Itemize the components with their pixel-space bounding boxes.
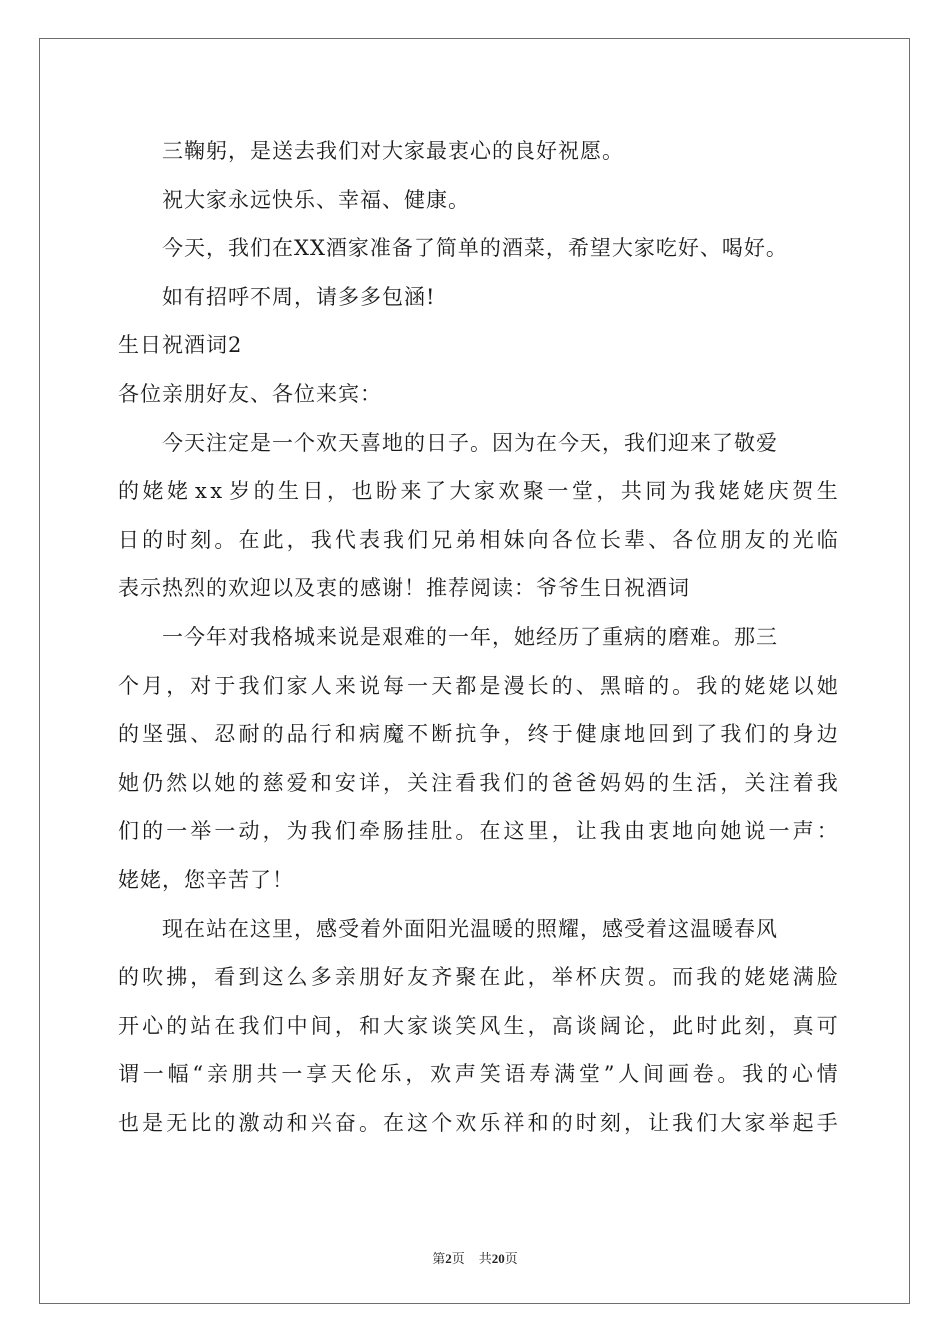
text-line: 她 仍 然 以 她 的 慈 爱 和 安 详 ， 关 注 看 我 们 的 爸 爸 妈 妈 的 生 活 ， 关 注 着 我 [118,770,838,795]
text-line: 一今年对我格城来说是艰难的一年，她经历了重病的磨难。那三 [162,624,778,649]
text-line: 姥姥，您辛苦了！ [118,867,294,892]
text-line: 祝大家永远快乐、幸福、健康。 [162,187,470,212]
text-line: 今天，我们在XX酒家准备了简单的酒菜，希望大家吃好、喝好。 [162,236,788,261]
text-line: 的 吹 拂 ， 看 到 这 么 多 亲 朋 好 友 齐 聚 在 此 ， 举 杯 庆 贺 。 而 我 的 姥 姥 满 脸 [118,965,838,990]
text-line: 的 坚 强 、 忍 耐 的 品 行 和 病 魔 不 断 抗 争 ， 终 于 健 康 地 回 到 了 我 们 的 身 边 [118,722,838,747]
page-prefix: 第 [432,1252,446,1267]
text-line: 如有招呼不周，请多多包涵! [162,284,436,309]
text-line: 今天注定是一个欢天喜地的日子。因为在今天，我们迎来了敬爱 [162,430,778,455]
page-footer [0,1248,950,1267]
page-suffix: 页 [451,1252,465,1267]
salutation: 各位亲朋好友、各位来宾： [118,381,382,406]
text-line: 个 月 ， 对 于 我 们 家 人 来 说 每 一 天 都 是 漫 长 的 、 黑 暗 的 。 我 的 姥 姥 以 她 [118,673,838,698]
text-line: 们 的 一 举 一 动 ， 为 我 们 牵 肠 挂 肚 。 在 这 里 ， 让 我 由 衷 地 向 她 说 一 声 ： [118,819,838,844]
text-line: 三鞠躬，是送去我们对大家最衷心的良好祝愿。 [162,139,624,163]
total-pages: 20 [491,1251,505,1266]
text-line: 现在站在这里，感受着外面阳光温暖的照耀，感受着这温暖春风 [162,916,778,941]
section-heading: 生日祝酒词2 [118,333,243,358]
text-line: 的 姥 姥 x x 岁 的 生 日 ， 也 盼 来 了 大 家 欢 聚 一 堂 ， 共 同 为 我 姥 姥 庆 贺 生 [118,479,838,504]
document-body [118,127,838,1147]
text-line: 也 是 无 比 的 激 动 和 兴 奋 。 在 这 个 欢 乐 祥 和 的 时 刻 ， 让 我 们 大 家 举 起 手 [118,1110,838,1135]
text-line: 表示热烈的欢迎以及衷的感谢！推荐阅读：爷爷生日祝酒词 [118,576,690,601]
text-line: 日 的 时 刻 。 在 此 ， 我 代 表 我 们 兄 弟 相 妹 向 各 位 长 辈 、 各 位 朋 友 的 光 临 [118,527,838,552]
total-prefix: 共 [478,1252,492,1267]
text-line: 谓 一 幅 “ 亲 朋 共 一 享 天 伦 乐 ， 欢 声 笑 语 寿 满 堂 ” 人 间 画 卷 。 我 的 心 情 [118,1062,838,1087]
text-line: 开 心 的 站 在 我 们 中 间 ， 和 大 家 谈 笑 风 生 ， 高 谈 阔 论 ， 此 时 此 刻 ， 真 可 [118,1013,838,1038]
page-number: 2 [445,1251,452,1266]
total-suffix: 页 [504,1252,518,1267]
